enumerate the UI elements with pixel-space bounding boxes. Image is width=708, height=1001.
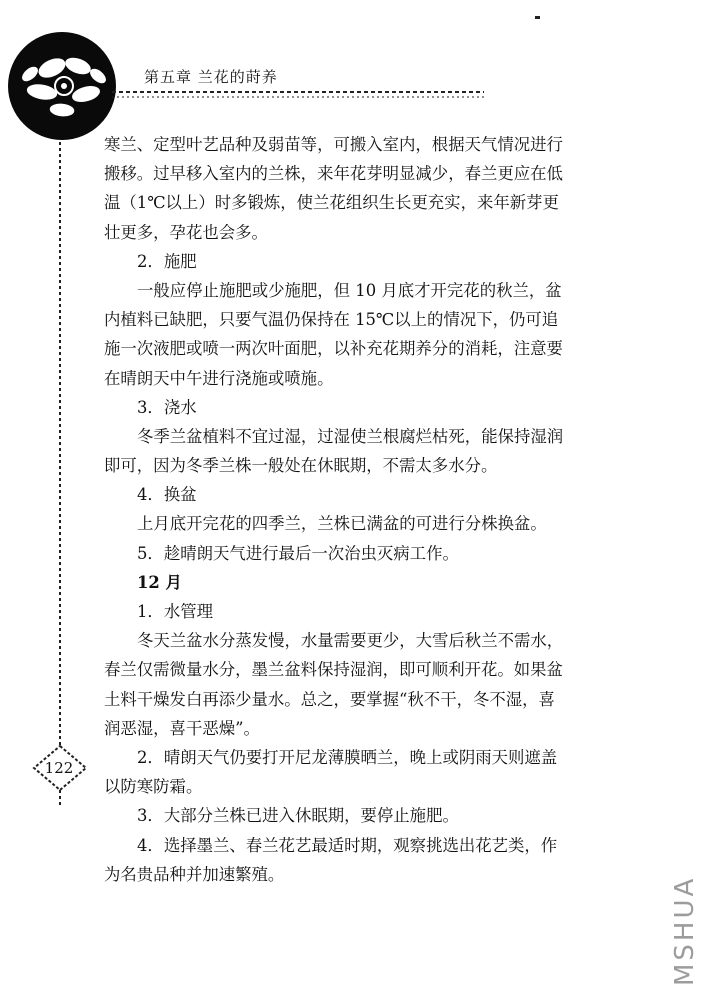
flower-emblem-icon (8, 32, 116, 140)
text-line: 5．趁晴朗天气进行最后一次治虫灭病工作。 (137, 543, 459, 563)
text-line: 上月底开完花的四季兰，兰株已满盆的可进行分株换盆。 (137, 514, 547, 534)
text-line: 温（1℃以上）时多锻炼，使兰花组织生长更充实，来年新芽更 (104, 193, 559, 213)
page-number: 122 (44, 759, 74, 777)
text-line: 寒兰、定型叶艺品种及弱苗等，可搬入室内，根据天气情况进行 (104, 135, 563, 154)
scan-mark (535, 16, 540, 19)
text-line: 润恶湿，喜干恶燥”。 (104, 718, 260, 738)
text-line: 一般应停止施肥或少施肥，但 10 月底才开完花的秋兰，盆 (137, 280, 562, 300)
text-line: 为名贵品种并加速繁殖。 (104, 864, 285, 884)
text-line: 12 月 (137, 572, 182, 592)
text-line: 3．浇水 (137, 397, 197, 417)
text-line: 春兰仅需微量水分，墨兰盆料保持湿润，即可顺利开花。如果盆 (104, 660, 563, 680)
text-line: 土料干燥发白再添少量水。总之，要掌握“秋不干，冬不湿，喜 (104, 689, 555, 709)
text-line: 2．晴朗天气仍要打开尼龙薄膜晒兰，晚上或阴雨天则遮盖 (137, 747, 558, 767)
chapter-header-title: 第五章 兰花的莳养 (144, 68, 278, 86)
watermark: MSHUA (670, 875, 700, 986)
text-line: 4．选择墨兰、春兰花艺最适时期，观察挑选出花艺类，作 (137, 835, 558, 855)
text-line: 冬天兰盆水分蒸发慢，水量需要更少，大雪后秋兰不需水， (137, 631, 564, 651)
text-line: 在晴朗天中午进行浇施或喷施。 (104, 368, 334, 388)
text-line: 施一次液肥或喷一两次叶面肥，以补充花期养分的消耗，注意要 (104, 339, 563, 359)
body-text (104, 130, 644, 889)
text-line: 4．换盆 (137, 485, 197, 505)
text-line: 壮更多，孕花也会多。 (104, 222, 268, 242)
text-line: 3．大部分兰株已进入休眠期，要停止施肥。 (137, 806, 459, 826)
text-line: 冬季兰盆植料不宜过湿，过湿使兰根腐烂枯死，能保持湿润 (137, 426, 564, 446)
text-line: 内植料已缺肥，只要气温仍保持在 15℃以上的情况下，仍可追 (104, 310, 559, 330)
text-line: 2．施肥 (137, 251, 197, 271)
text-line: 即可，因为冬季兰株一般处在休眠期，不需太多水分。 (104, 456, 498, 476)
text-line: 以防寒防霜。 (104, 777, 203, 797)
text-line: 搬移。过早移入室内的兰株，来年花芽明显减少，春兰更应在低 (104, 164, 563, 184)
text-line: 1．水管理 (137, 602, 213, 621)
